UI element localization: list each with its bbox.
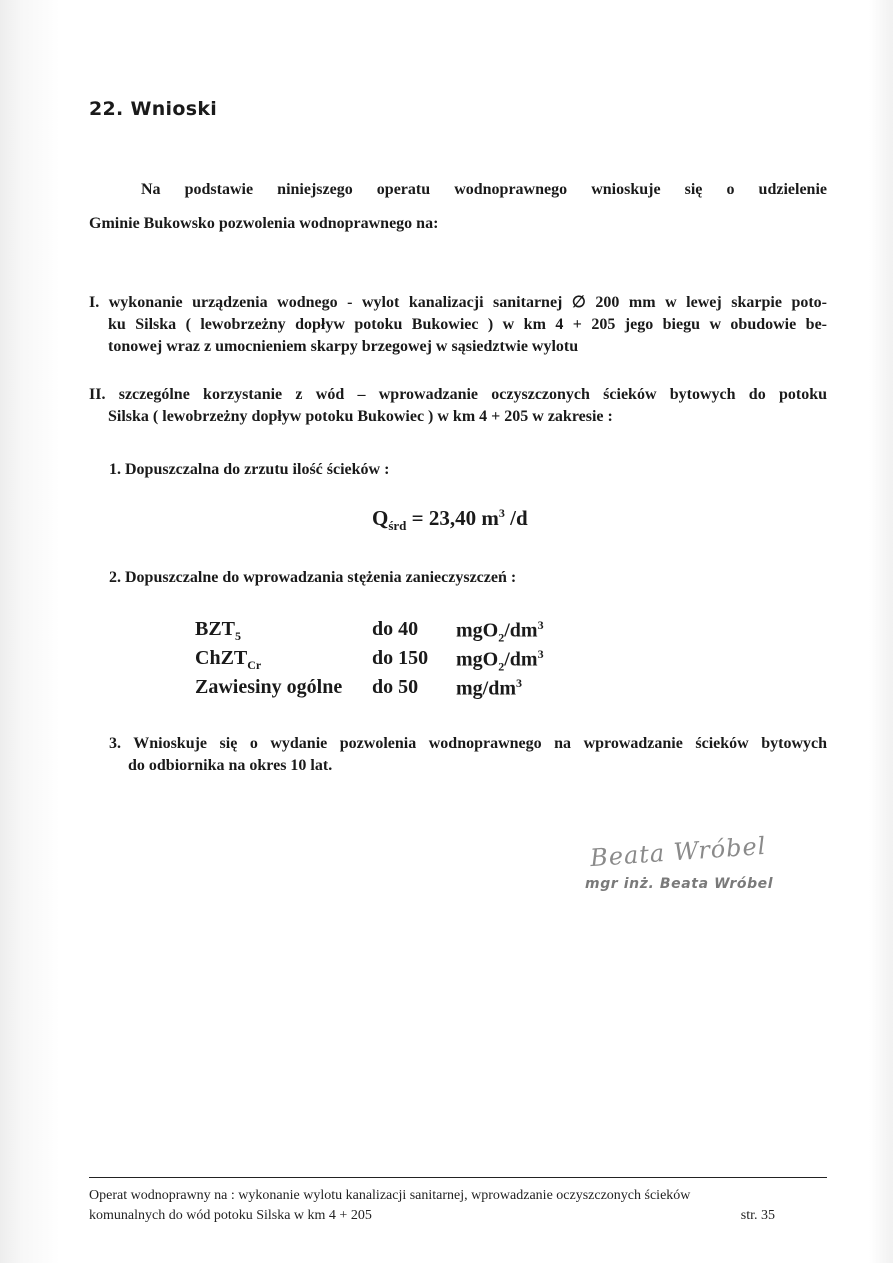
point-3-line-2: do odbiornika na okres 10 lat. [128, 757, 333, 774]
parameter-unit: $mg/dm^3$ [456, 676, 523, 700]
parameter-limit: do 150 [372, 647, 429, 669]
footer-text-1: Operat wodnoprawny na : wykonanie wylotu kanalizacji sanitarnej, wprowadzanie oczyszczonych ścieków [89, 1188, 691, 1203]
item-I-line-1: I. wykonanie urządzenia wodnego - wylot kanalizacji sanitarnej ∅ 200 mm w lewej skarpie poto- [89, 294, 827, 311]
section-heading: 22. Wnioski [89, 98, 218, 120]
page-number: str. 35 [740, 1208, 775, 1223]
footer-divider [89, 1177, 827, 1178]
signature-stamp: mgr inż. Beata Wróbel [585, 876, 774, 892]
footer-line-1 [89, 1186, 827, 1206]
flow-formula [372, 506, 528, 534]
parameter-name: $BZT_5$ [195, 618, 242, 643]
parameter-name: ChZT$_{Cr}$ [195, 647, 262, 672]
intro-line-1: Na podstawie niniejszego operatu wodnoprawnego wnioskuje się o udzielenie [141, 181, 827, 198]
item-I [89, 292, 827, 358]
formula-value: = 23,40 m [406, 506, 499, 530]
handwritten-signature: Beata Wróbel [589, 831, 768, 873]
formula-superscript: 3 [498, 506, 505, 520]
item-II-line-2: Silska ( lewobrzeżny dopływ potoku Bukowiec ) w km 4 + 205 w zakresie : [108, 408, 613, 425]
intro-line-2: Gminie Bukowsko pozwolenia wodnoprawnego na: [89, 215, 439, 232]
item-II [89, 384, 827, 428]
parameter-limit: do 40 [372, 618, 419, 640]
formula-subscript: śrd [388, 518, 407, 534]
item-I-line-2: ku Silska ( lewobrzeżny dopływ potoku Bukowiec ) w km 4 + 205 jego biegu w obudowie be- [108, 316, 827, 333]
scan-shadow-right [869, 0, 893, 1263]
formula-symbol: Q [372, 506, 389, 530]
parameter-unit: $mgO_2/dm^3$ [456, 647, 544, 674]
point-3 [109, 733, 827, 777]
footer-text-2: komunalnych do wód potoku Silska w km 4 + 205 [89, 1208, 372, 1223]
parameter-name: Zawiesiny ogólne [195, 676, 343, 698]
point-1: 1. Dopuszczalna do zrzutu ilość ścieków : [109, 461, 390, 478]
point-2: 2. Dopuszczalne do wprowadzania stężenia zanieczyszczeń : [109, 569, 517, 586]
scan-shadow-left [0, 0, 60, 1263]
footer-line-2 [89, 1206, 827, 1226]
page-footer [89, 1186, 827, 1226]
point-3-line-1: 3. Wnioskuje się o wydanie pozwolenia wodnoprawnego na wprowadzanie ścieków bytowych [109, 735, 827, 752]
formula-tail: /d [504, 506, 528, 530]
parameter-limit: do 50 [372, 676, 419, 698]
parameter-unit: $mgO_2/dm^3$ [456, 618, 544, 645]
item-II-line-1: II. szczególne korzystanie z wód – wprowadzanie oczyszczonych ścieków bytowych do potoku [89, 386, 827, 403]
item-I-line-3: tonowej wraz z umocnieniem skarpy brzegowej w sąsiedztwie wylotu [108, 338, 579, 355]
